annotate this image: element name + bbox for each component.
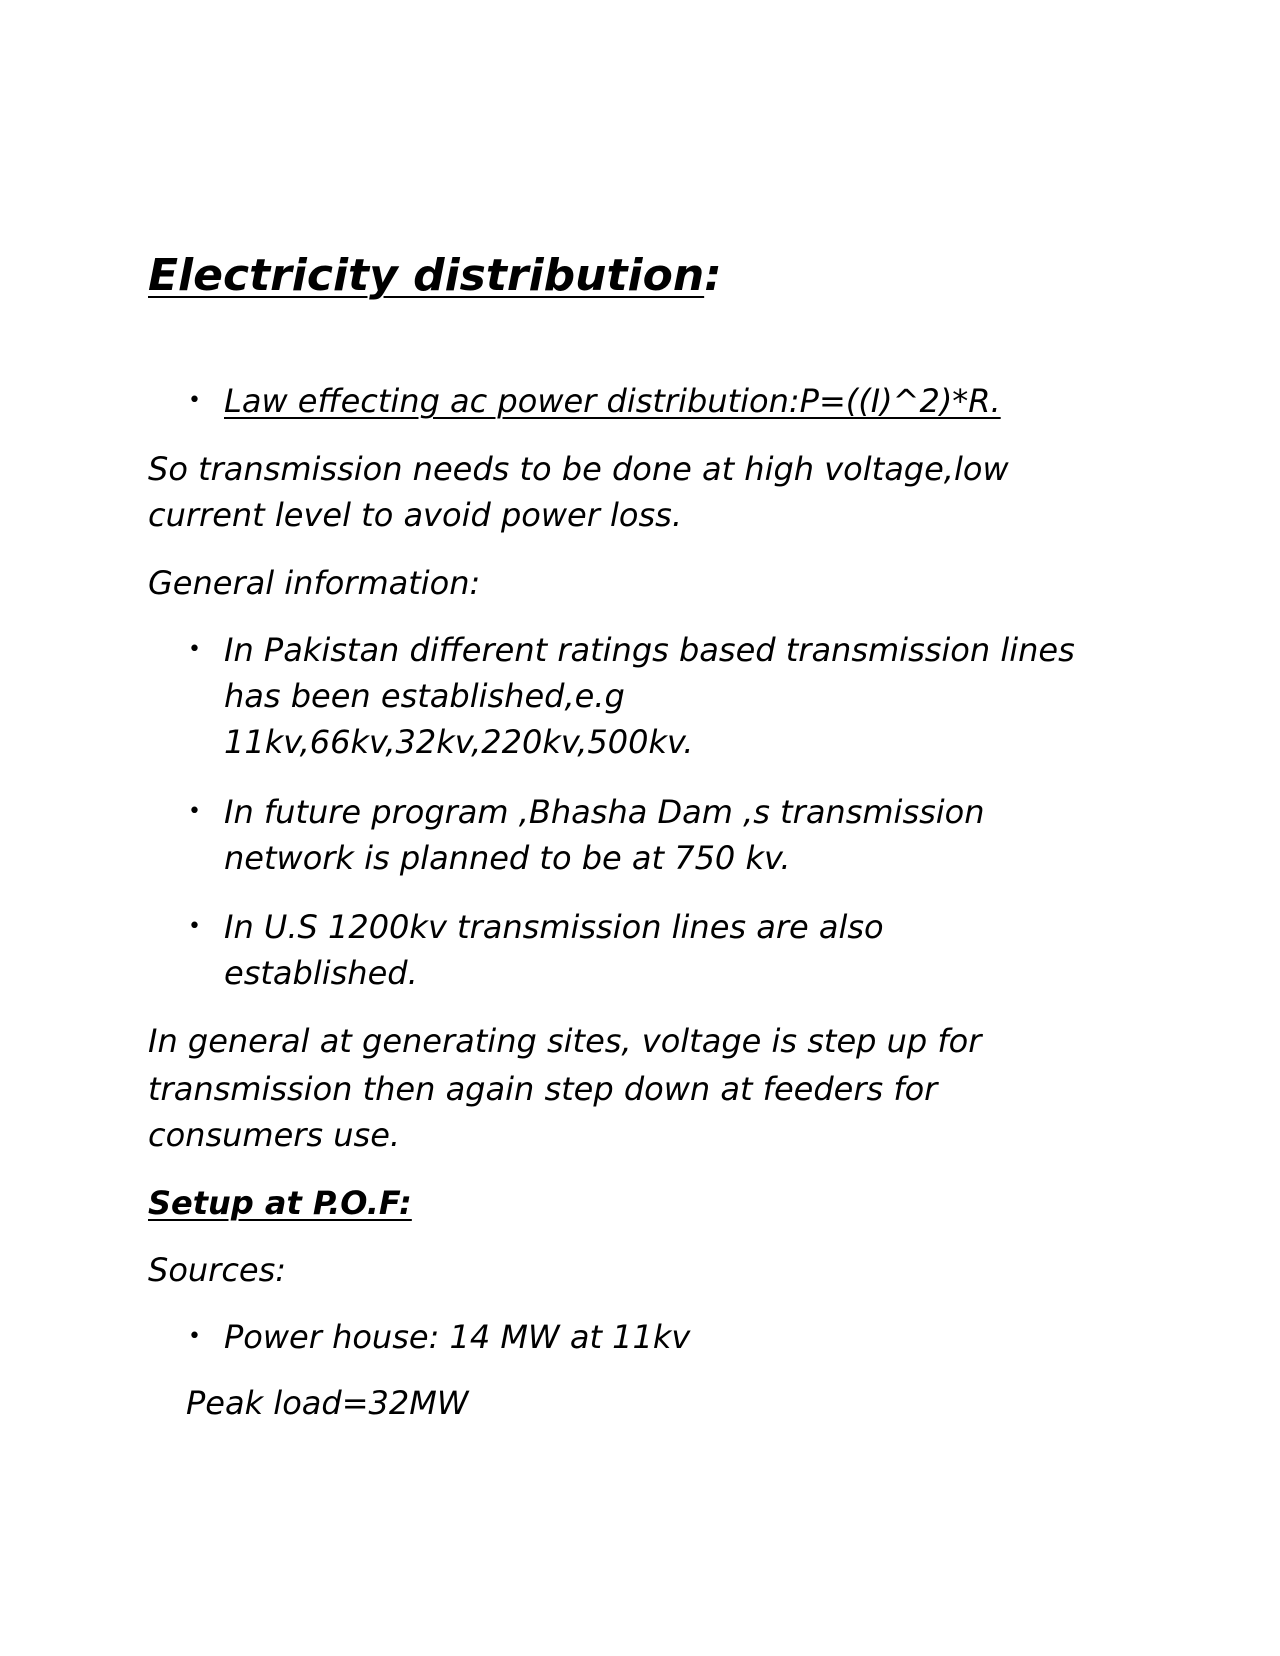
bullet-icon: • [188,914,201,939]
setup-heading: Setup at P.O.F: [148,1184,412,1222]
transmission-paragraph-line-2: current level to avoid power loss. [148,496,682,534]
info-item-us-line-1: In U.S 1200kv transmission lines are also [224,908,884,946]
info-item-pakistan-line-2: has been established,e.g [224,677,625,715]
info-item-bhasha-line-1: In future program ,Bhasha Dam ,s transmission [224,793,985,831]
generating-paragraph-line-1: In general at generating sites, voltage is step up for [148,1022,982,1060]
bullet-icon: • [188,388,201,413]
page-title [148,248,722,304]
generating-paragraph-line-2: transmission then again step down at feeders for [148,1070,938,1108]
info-item-pakistan-line-1: In Pakistan different ratings based transmission lines [224,631,1075,669]
transmission-paragraph-line-1: So transmission needs to be done at high voltage,low [148,450,1009,488]
bullet-icon: • [188,637,201,662]
general-information-label: General information: [148,564,481,602]
sources-label: Sources: [148,1251,287,1289]
source-item-power-house: Power house: 14 MW at 11kv [224,1318,691,1356]
info-item-bhasha-line-2: network is planned to be at 750 kv. [224,839,791,877]
peak-load-text: Peak load=32MW [186,1384,469,1422]
generating-paragraph-line-3: consumers use. [148,1116,401,1154]
info-item-pakistan-line-3: 11kv,66kv,32kv,220kv,500kv. [224,723,694,761]
page-title-colon: : [704,250,722,301]
bullet-icon: • [188,1324,201,1349]
page-title-text: Electricity distribution [148,250,705,301]
bullet-icon: • [188,799,201,824]
law-item: Law effecting ac power distribution:P=((I)^2)*R. [224,382,1001,420]
info-item-us-line-2: established. [224,954,418,992]
